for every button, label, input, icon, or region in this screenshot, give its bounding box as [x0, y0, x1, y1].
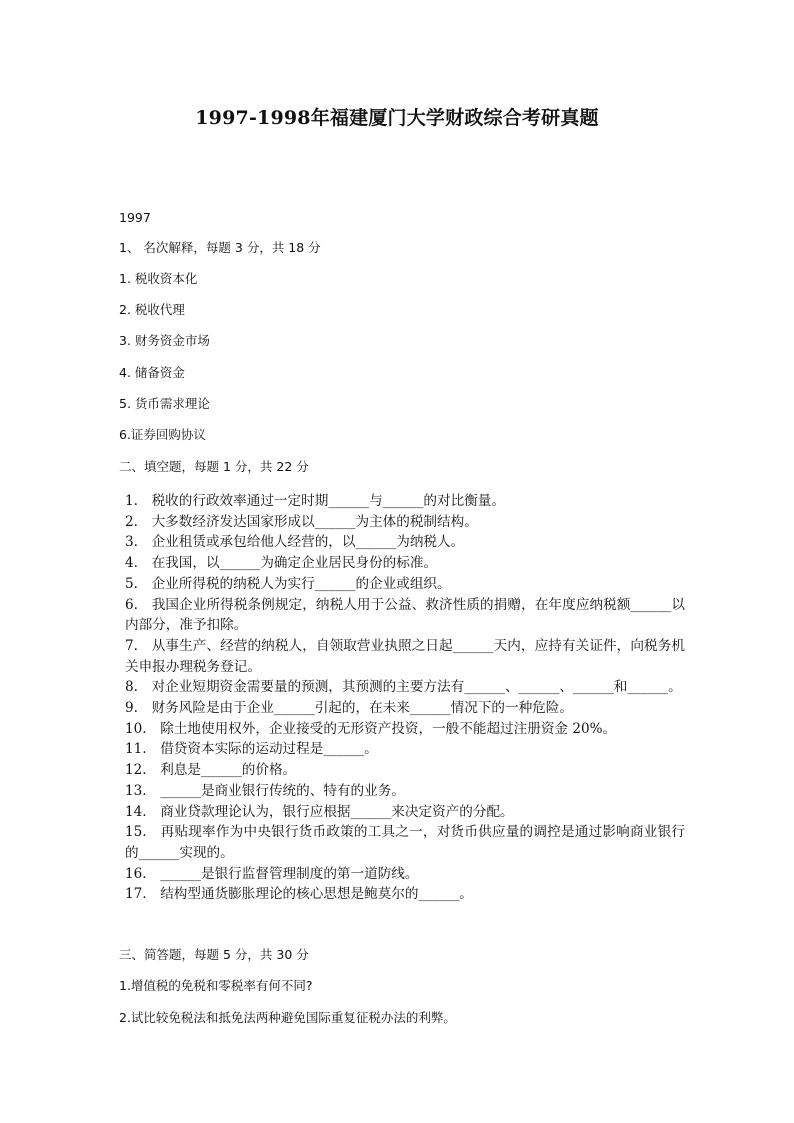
fill-question-12: 12. 利息是______的价格。 — [125, 762, 297, 779]
document-title: 1997-1998年福建厦门大学财政综合考研真题 — [195, 107, 599, 129]
fill-in-question-list — [125, 491, 685, 905]
fill-question-16: 16. ______是银行监督管理制度的第一道防线。 — [125, 865, 419, 882]
fill-question-1: 1. 税收的行政效率通过一定时期______与______的对比衡量。 — [125, 493, 505, 509]
section1-item-6: 6.证券回购协议 — [119, 427, 206, 442]
fill-question-8: 8. 对企业短期资金需要量的预测，其预测的主要方法有______、______、______和______。 — [125, 679, 682, 696]
fill-question-10: 10. 除土地使用权外，企业接受的无形资产投资，一般不能超过注册资金 20%。 — [125, 720, 617, 737]
fill-question-11: 11. 借贷资本实际的运动过程是______。 — [125, 741, 378, 758]
section1-item-3: 3. 财务资金市场 — [119, 333, 210, 348]
section2-heading: 二、填空题，每题 1 分，共 22 分 — [119, 459, 309, 474]
section1-item-4: 4. 储备资金 — [119, 365, 185, 380]
fill-question-14: 14. 商业贷款理论认为，银行应根据______来决定资产的分配。 — [125, 803, 514, 820]
fill-question-5: 5. 企业所得税的纳税人为实行______的企业或组织。 — [125, 575, 451, 592]
section1-item-1: 1. 税收资本化 — [119, 271, 198, 286]
fill-question-9: 9. 财务风险是由于企业______引起的，在未来______情况下的一种危险。 — [125, 700, 573, 717]
fill-question-4: 4. 在我国，以______为确定企业居民身份的标准。 — [125, 555, 438, 572]
section3-heading: 三、简答题，每题 5 分，共 30 分 — [119, 947, 309, 962]
section3-item-2: 2.试比较免税法和抵免法两种避免国际重复征税办法的利弊。 — [119, 1010, 456, 1025]
fill-question-3: 3. 企业租赁或承包给他人经营的，以______为纳税人。 — [125, 534, 465, 551]
section1-item-2: 2. 税收代理 — [119, 302, 185, 317]
section1-heading: 1、 名次解释，每题 3 分，共 18 分 — [119, 240, 321, 255]
fill-question-6: 6. 我国企业所得税条例规定，纳税人用于公益、救济性质的捐赠，在年度应纳税额______以内部分，准予扣除。 — [125, 596, 685, 634]
section1-item-5: 5. 货币需求理论 — [119, 396, 210, 411]
fill-question-13: 13. ______是商业银行传统的、特有的业务。 — [125, 782, 405, 799]
year-label: 1997 — [119, 210, 151, 225]
fill-question-15: 15. 再贴现率作为中央银行货币政策的工具之一，对货币供应量的调控是通过影响商业银行的______实现的。 — [125, 824, 685, 861]
fill-question-2: 2. 大多数经济发达国家形成以______为主体的税制结构。 — [125, 513, 478, 530]
fill-question-7: 7. 从事生产、经营的纳税人，自领取营业执照之日起______天内，应持有关证件，向税务机关申报办理税务登记。 — [125, 637, 685, 675]
section3-item-1: 1.增值税的免税和零税率有何不同? — [119, 978, 313, 993]
fill-question-17: 17. 结构型通货膨胀理论的核心思想是鲍莫尔的______。 — [125, 886, 473, 903]
